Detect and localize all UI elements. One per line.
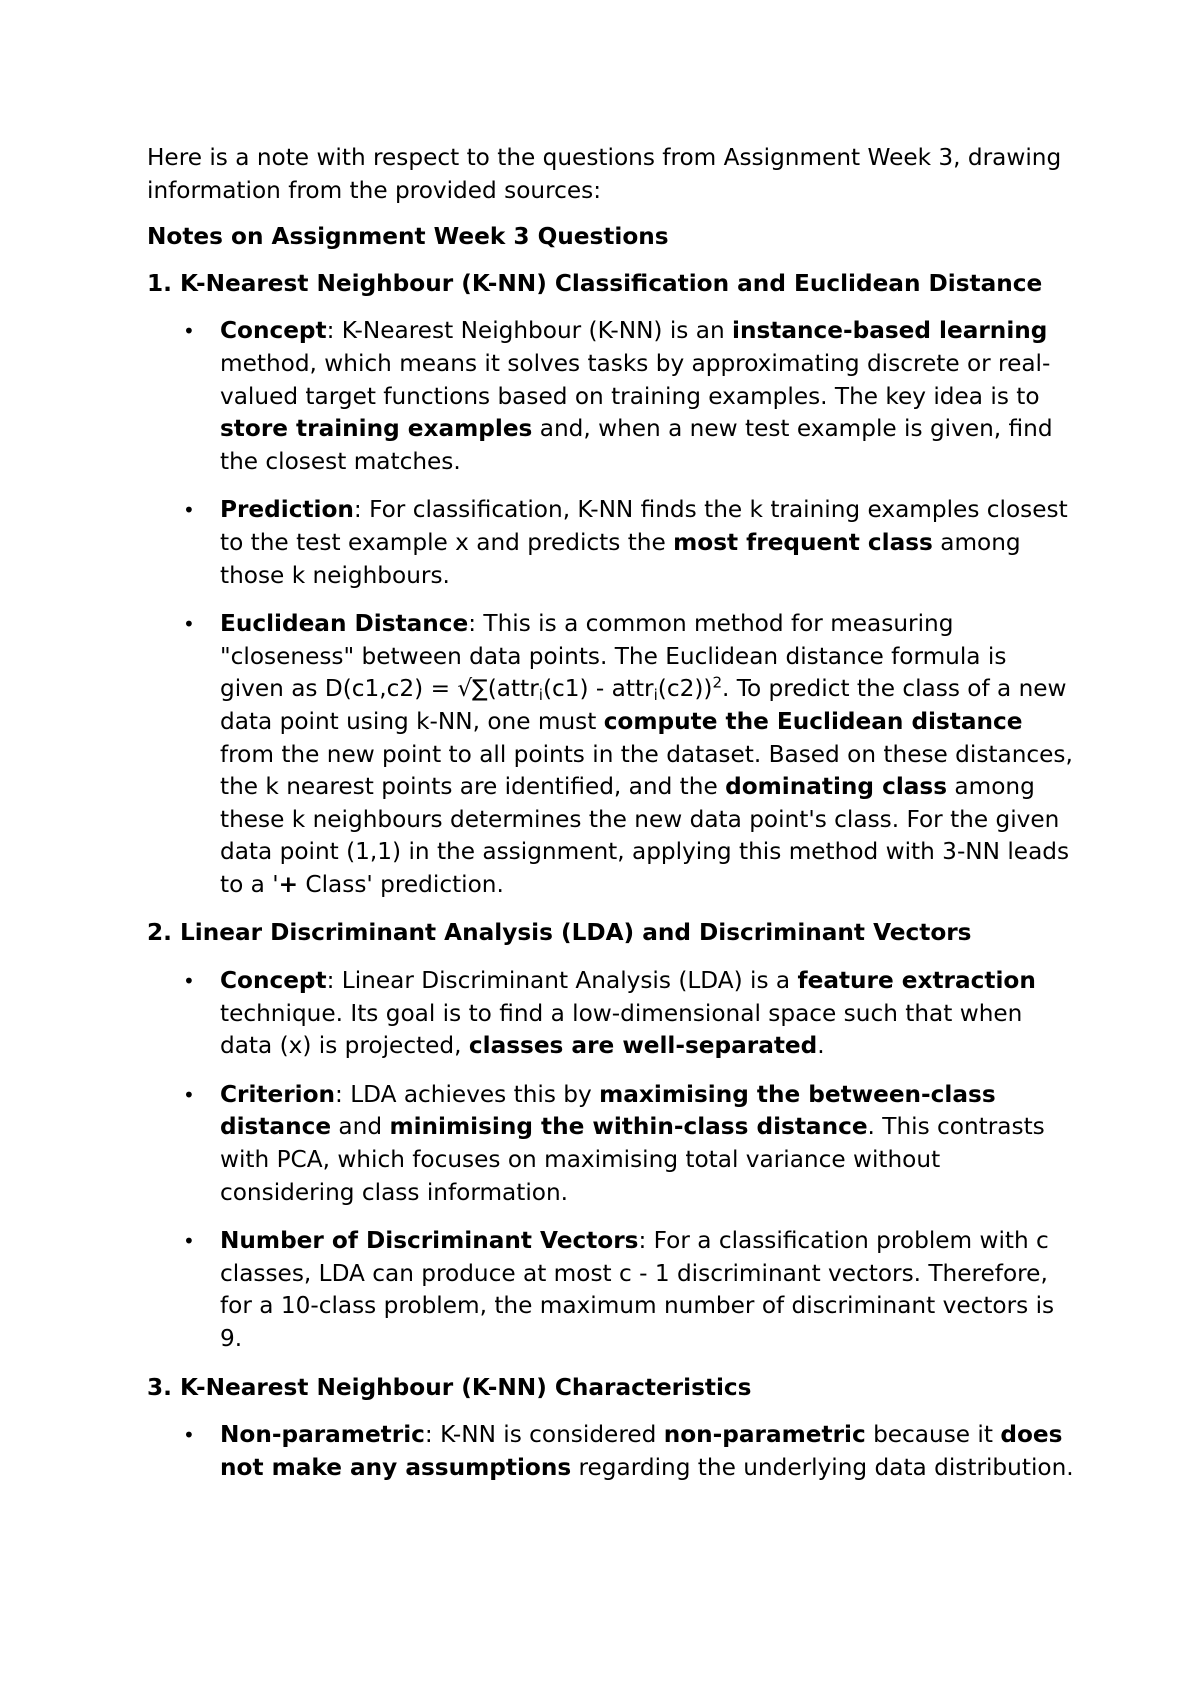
list-item <box>147 965 1077 1063</box>
document-page <box>147 142 1077 1500</box>
item-text: among these k neighbours determines the new data point's class. For the given data point (1,1) in the assignment, applying this method with 3-NN leads to a ' <box>220 773 1070 898</box>
item-text: from the new point to all points in the dataset. Based on these distances, the k nearest points are identified, and the <box>220 740 1073 801</box>
item-bold: maximising the between-class distance <box>220 1080 996 1141</box>
term: Criterion <box>220 1080 336 1108</box>
item-text: : For a classification problem with c classes, LDA can produce at most c - 1 discriminant vectors. Therefore, for a 10-class problem, the maximum number of discriminant vectors is 9. <box>220 1227 1055 1352</box>
section-3-list <box>147 1419 1077 1484</box>
bullet-icon: • <box>183 498 195 523</box>
item-text: because it <box>865 1421 1001 1449</box>
bullet-icon: • <box>183 969 195 994</box>
term: Euclidean Distance <box>220 610 469 638</box>
item-text: and, when a new test example is given, find the closest matches. <box>220 415 1053 475</box>
item-text: method, which means it solves tasks by approximating discrete or real-valued target functions based on training examples. The key idea is to <box>220 349 1051 410</box>
item-text: (c1) - attr <box>542 675 654 703</box>
item-bold: most frequent class <box>673 528 933 556</box>
item-text: . <box>817 1032 825 1060</box>
item-text: : For classification, K-NN finds the k training examples closest to the test example x and predicts the <box>220 496 1068 556</box>
term: Number of Discriminant Vectors <box>220 1227 639 1255</box>
item-text: : K-Nearest Neighbour (K-NN) is an <box>326 317 733 345</box>
section-1-list <box>147 315 1077 901</box>
list-item <box>147 1079 1077 1209</box>
section-2-heading: 2. Linear Discriminant Analysis (LDA) and Discriminant Vectors <box>147 919 972 947</box>
item-text: and <box>331 1113 390 1141</box>
list-item <box>147 1419 1077 1484</box>
item-text: : Linear Discriminant Analysis (LDA) is a <box>326 967 798 995</box>
list-item <box>147 608 1077 901</box>
bullet-icon: • <box>183 612 195 637</box>
section-3-heading: 3. K-Nearest Neighbour (K-NN) Characteristics <box>147 1373 752 1401</box>
bullet-icon: • <box>183 1082 195 1107</box>
subscript: i <box>653 686 658 705</box>
bullet-icon: • <box>183 1423 195 1448</box>
section-1-heading: 1. K-Nearest Neighbour (K-NN) Classification and Euclidean Distance <box>147 269 1043 297</box>
term: Concept <box>220 967 327 995</box>
superscript: 2 <box>712 674 723 693</box>
item-text: : This is a common method for measuring "closeness" between data points. The Euclidean distance formula is given as D(c1,c2) = √∑(attr <box>220 610 1007 703</box>
item-bold: + <box>278 870 299 898</box>
term: Concept <box>220 317 327 345</box>
item-bold: compute the Euclidean distance <box>603 707 1023 735</box>
item-bold: instance-based learning <box>732 317 1048 345</box>
item-bold: store training examples <box>220 415 533 443</box>
bullet-icon: • <box>183 319 195 344</box>
item-bold: dominating class <box>725 773 948 801</box>
item-text: : LDA achieves this by <box>335 1080 600 1108</box>
item-bold: minimising the within-class distance <box>389 1113 868 1141</box>
item-text: among those k neighbours. <box>220 528 1021 589</box>
item-text: (c2)) <box>657 675 713 703</box>
list-item <box>147 315 1077 478</box>
bullet-icon: • <box>183 1229 195 1254</box>
item-text: technique. Its goal is to find a low-dimensional space such that when data (x) is projected, <box>220 999 1023 1060</box>
item-bold: does not make any assumptions <box>220 1421 1063 1481</box>
item-text: . To predict the class of a new data point using k-NN, one must <box>220 675 1067 735</box>
item-bold: classes are well-separated <box>468 1032 818 1060</box>
term: Prediction <box>220 496 354 524</box>
list-item <box>147 494 1077 592</box>
intro-paragraph: Here is a note with respect to the questions from Assignment Week 3, drawing information from the provided sources: <box>147 144 1062 204</box>
list-item <box>147 1225 1077 1355</box>
item-text: : K-NN is considered <box>424 1421 664 1449</box>
document-title: Notes on Assignment Week 3 Questions <box>147 223 669 251</box>
item-bold: feature extraction <box>797 967 1036 995</box>
subscript: i <box>538 686 543 705</box>
item-bold: non-parametric <box>663 1421 866 1449</box>
term: Non-parametric <box>220 1421 425 1449</box>
item-text: regarding the underlying data distribution. <box>571 1453 1074 1481</box>
section-2-list <box>147 965 1077 1356</box>
item-text: Class' prediction. <box>298 870 504 898</box>
item-text: . This contrasts with PCA, which focuses on maximising total variance without considering class information. <box>220 1113 1045 1206</box>
